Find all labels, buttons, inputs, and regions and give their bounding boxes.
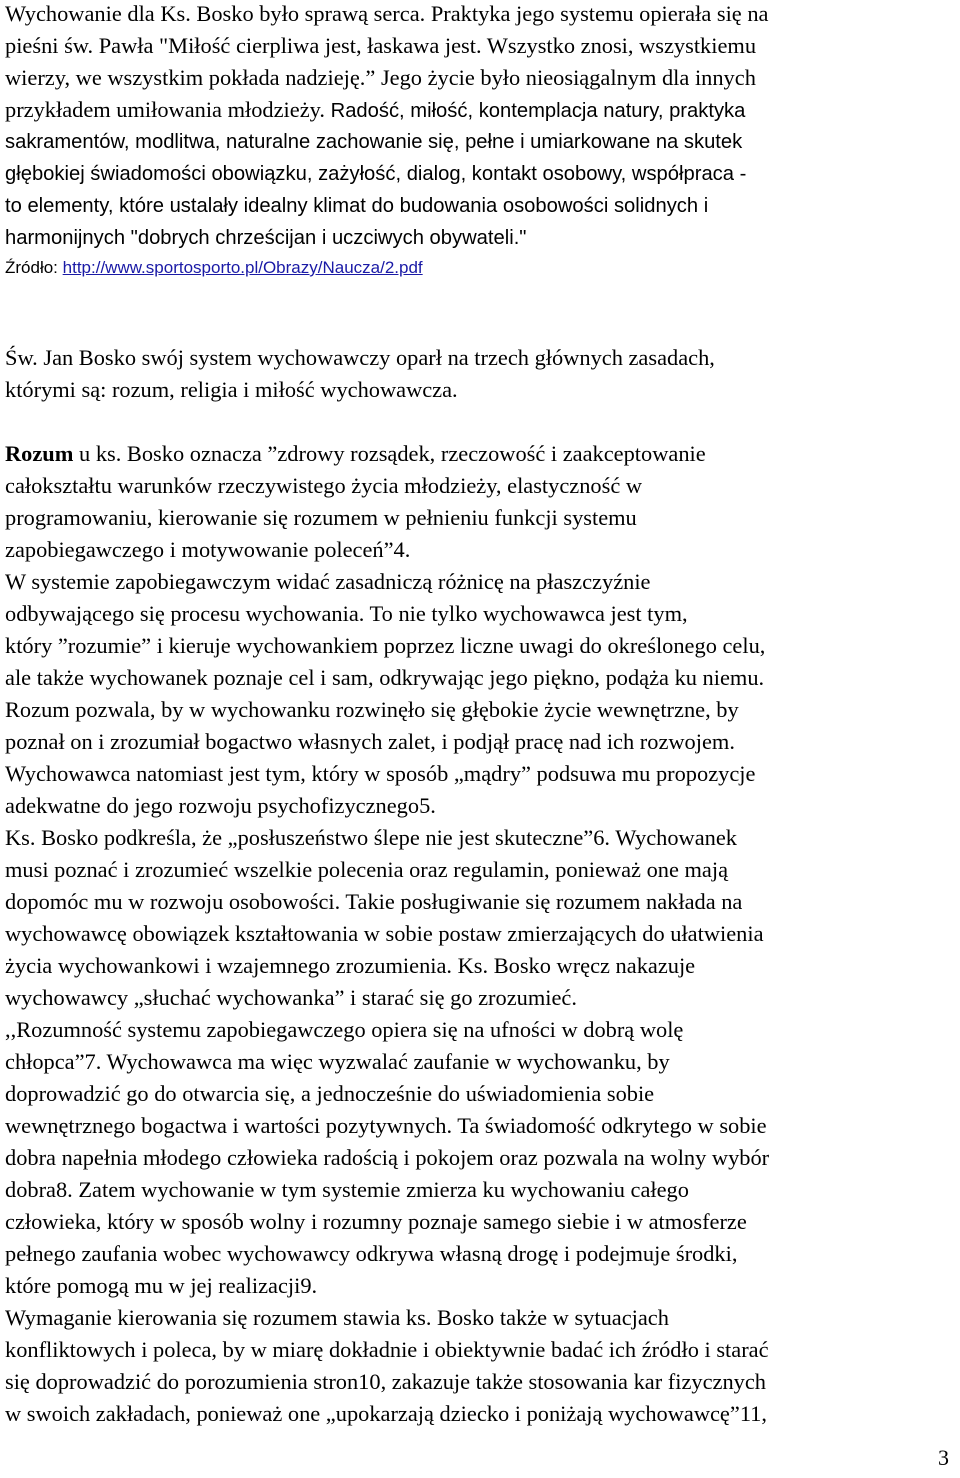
body-line: Wychowawca natomiast jest tym, który w sposób „mądry” podsuwa mu propozycje: [5, 761, 756, 786]
body-line: wychowawcy „słuchać wychowanka” i starać się go zrozumieć.: [5, 985, 577, 1010]
quote-line-1: Wychowanie dla Ks. Bosko było sprawą serca. Praktyka jego systemu opierała się na: [5, 1, 769, 26]
body-line: adekwatne do jego rozwoju psychofizycznego5.: [5, 793, 436, 818]
quote-line-4-serif: przykładem umiłowania młodzieży.: [5, 97, 325, 122]
body-line: chłopca”7. Wychowawca ma więc wyzwalać zaufanie w wychowanku, by: [5, 1049, 670, 1074]
body-line: które pomogą mu w jej realizacji9.: [5, 1273, 318, 1298]
body-line: ale także wychowanek poznaje cel i sam, odkrywając jego piękno, podąża ku niemu.: [5, 665, 765, 690]
body-line: doprowadzić go do otwarcia się, a jednocześnie do uświadomienia sobie: [5, 1081, 655, 1106]
body-line: ,,Rozumność systemu zapobiegawczego opiera się na ufności w dobrą wolę: [5, 1017, 684, 1042]
source-link[interactable]: http://www.sportosporto.pl/Obrazy/Naucza/2.pdf: [62, 258, 423, 277]
body-line: dopomóc mu w rozwoju osobowości. Takie posługiwanie się rozumem nakłada na: [5, 889, 743, 914]
body-line: Rozum pozwala, by w wychowanku rozwinęło się głębokie życie wewnętrzne, by: [5, 697, 739, 722]
body-line: Wymaganie kierowania się rozumem stawia ks. Bosko także w sytuacjach: [5, 1305, 669, 1330]
quote-line-2: pieśni św. Pawła "Miłość cierpliwa jest, łaskawa jest. Wszystko znosi, wszystkiemu: [5, 33, 757, 58]
body-line: w swoich zakładach, ponieważ one „upokarzają dziecko i poniżają wychowawcę”11,: [5, 1401, 767, 1426]
page-number: 3: [938, 1445, 949, 1470]
rozum-line-rest: u ks. Bosko oznacza ”zdrowy rozsądek, rzeczowość i zaakceptowanie: [73, 441, 706, 466]
source-label: Źródło:: [5, 258, 63, 277]
body-line: się doprowadzić do porozumienia stron10, zakazuje także stosowania kar fizycznych: [5, 1369, 766, 1394]
body-line: zapobiegawczego i motywowanie poleceń”4.: [5, 537, 411, 562]
quote-line-6: głębokiej świadomości obowiązku, zażyłość, dialog, kontakt osobowy, współpraca -: [5, 163, 747, 185]
rozum-heading-line: [5, 438, 706, 470]
body-line: człowieka, który w sposób wolny i rozumny poznaje samego siebie i w atmosferze: [5, 1209, 747, 1234]
body-line: W systemie zapobiegawczym widać zasadniczą różnicę na płaszczyźnie: [5, 569, 651, 594]
body-line: programowaniu, kierowanie się rozumem w pełnieniu funkcji systemu: [5, 505, 637, 530]
quote-line-5: sakramentów, modlitwa, naturalne zachowanie się, pełne i umiarkowane na skutek: [5, 131, 743, 153]
body-line: pełnego zaufania wobec wychowawcy odkrywa własną drogę i podejmuje środki,: [5, 1241, 738, 1266]
quote-line-4-sans: Radość, miłość, kontemplacja natury, praktyka: [325, 100, 746, 122]
body-line: który ”rozumie” i kieruje wychowankiem poprzez liczne uwagi do określonego celu,: [5, 633, 766, 658]
body-line: konfliktowych i poleca, by w miarę dokładnie i obiektywnie badać ich źródło i starać: [5, 1337, 769, 1362]
body-line: dobra8. Zatem wychowanie w tym systemie zmierza ku wychowaniu całego: [5, 1177, 689, 1202]
body-line: musi poznać i zrozumieć wszelkie polecenia oraz regulamin, ponieważ one mają: [5, 857, 729, 882]
body-line: całokształtu warunków rzeczywistego życia młodzieży, elastyczność w: [5, 473, 643, 498]
body-line: poznał on i zrozumiał bogactwo własnych zalet, i podjął pracę nad ich rozwojem.: [5, 729, 735, 754]
intro-line-2: którymi są: rozum, religia i miłość wychowawcza.: [5, 377, 458, 402]
quote-line-8: harmonijnych "dobrych chrześcijan i uczciwych obywateli.": [5, 227, 527, 249]
body-line: odbywającego się procesu wychowania. To nie tylko wychowawca jest tym,: [5, 601, 688, 626]
source-line: [5, 252, 423, 284]
body-line: wewnętrznego bogactwa i wartości pozytywnych. Ta świadomość odkrytego w sobie: [5, 1113, 767, 1138]
rozum-bold-term: Rozum: [5, 441, 74, 466]
body-line: życia wychowankowi i wzajemnego zrozumienia. Ks. Bosko wręcz nakazuje: [5, 953, 696, 978]
quote-line-4: [5, 94, 745, 127]
quote-line-3: wierzy, we wszystkim pokłada nadzieję.” Jego życie było nieosiągalnym dla innych: [5, 65, 756, 90]
intro-line-1: Św. Jan Bosko swój system wychowawczy oparł na trzech głównych zasadach,: [5, 345, 715, 370]
quote-line-7: to elementy, które ustalały idealny klimat do budowania osobowości solidnych i: [5, 195, 709, 217]
body-line: wychowawcę obowiązek kształtowania w sobie postaw zmierzających do ułatwienia: [5, 921, 764, 946]
body-line: dobra napełnia młodego człowieka radością i pokojem oraz pozwala na wolny wybór: [5, 1145, 770, 1170]
body-line: Ks. Bosko podkreśla, że „posłuszeństwo ślepe nie jest skuteczne”6. Wychowanek: [5, 825, 737, 850]
